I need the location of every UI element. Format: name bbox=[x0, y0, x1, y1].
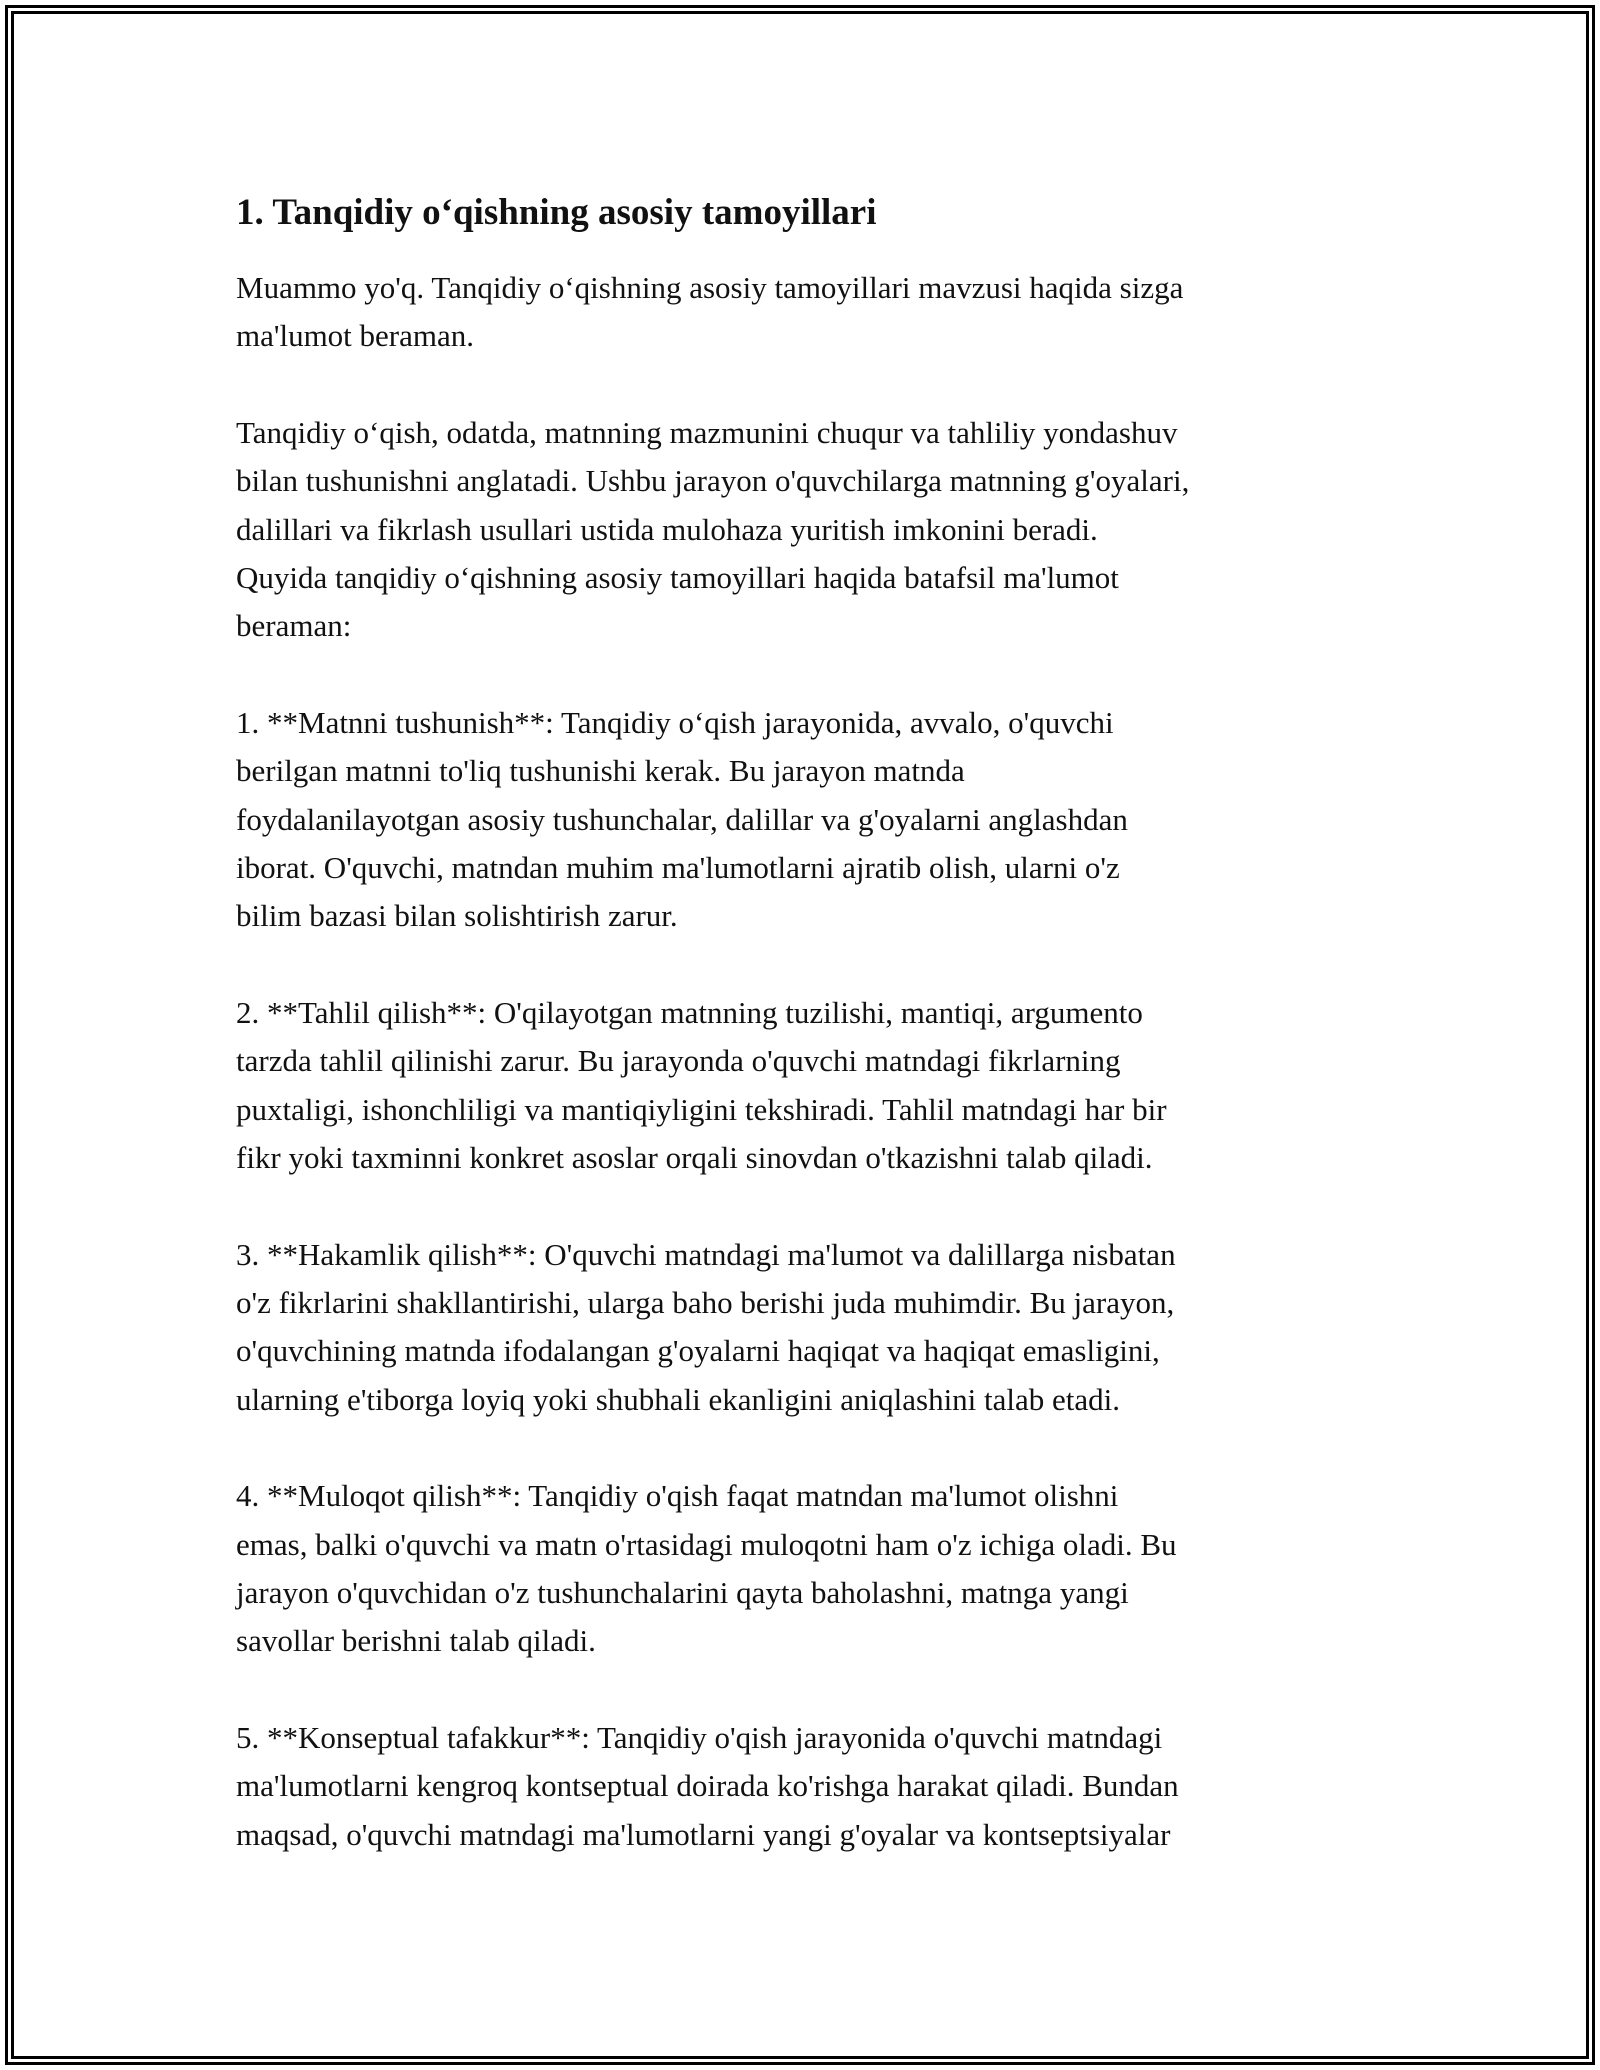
paragraph-intro: Muammo yo'q. Tanqidiy o‘qishning asosiy tamoyillari mavzusi haqida sizga ma'lumot beraman. bbox=[236, 270, 1184, 354]
paragraph-principle-5: 5. **Konseptual tafakkur**: Tanqidiy o'qish jarayonida o'quvchi matndagi ma'lumotlarni kengroq kontseptual doirada ko'rishga harakat qiladi. Bundan maqsad, o'quvchi matndagi ma'lumotlarni yangi g'oyalar va kontseptsiyalar bbox=[236, 1719, 1179, 1852]
paragraph-principle-3: 3. **Hakamlik qilish**: O'quvchi matndagi ma'lumot va dalillarga nisbatan o'z fikrlarini shakllantirishi, ularga baho berishi juda muhimdir. Bu jarayon, o'quvchining matnda ifodalangan g'oyalarni haqiqat va haqiqat emasligini, ularning e'tiborga loyiq yoki shubhali ekanligini aniqlashini talab etadi. bbox=[236, 1236, 1176, 1417]
paragraph-principle-1: 1. **Matnni tushunish**: Tanqidiy o‘qish jarayonida, avvalo, o'quvchi berilgan matnni to'liq tushunishi kerak. Bu jarayon matnda foydalanilayotgan asosiy tushunchalar, dalillar va g'oyalarni anglashdan iborat. O'quvchi, matndan muhim ma'lumotlarni ajratib olish, ularni o'z bilim bazasi bilan solishtirish zarur. bbox=[236, 704, 1128, 934]
document-body bbox=[236, 188, 1376, 1907]
paragraph-overview: Tanqidiy o‘qish, odatda, matnning mazmunini chuqur va tahliliy yondashuv bilan tushunishni anglatadi. Ushbu jarayon o'quvchilarga matnning g'oyalari, dalillari va fikrlash usullari ustida mulohaza yuritish imkonini beradi. Quyida tanqidiy o‘qishning asosiy tamoyillari haqida batafsil ma'lumot beraman: bbox=[236, 414, 1190, 644]
document-heading: 1. Tanqidiy o‘qishning asosiy tamoyillari bbox=[236, 192, 877, 233]
paragraph-principle-2: 2. **Tahlil qilish**: O'qilayotgan matnning tuzilishi, mantiqi, argumento tarzda tahlil qilinishi zarur. Bu jarayonda o'quvchi matndagi fikrlarning puxtaligi, ishonchliligi va mantiqiyligini tekshiradi. Tahlil matndagi har bir fikr yoki taxminni konkret asoslar orqali sinovdan o'tkazishni talab qiladi. bbox=[236, 994, 1167, 1176]
paragraph-principle-4: 4. **Muloqot qilish**: Tanqidiy o'qish faqat matndan ma'lumot olishni emas, balki o'quvchi va matn o'rtasidagi muloqotni ham o'z ichiga oladi. Bu jarayon o'quvchidan o'z tushunchalarini qayta baholashni, matnga yangi savollar berishni talab qiladi. bbox=[236, 1478, 1177, 1659]
